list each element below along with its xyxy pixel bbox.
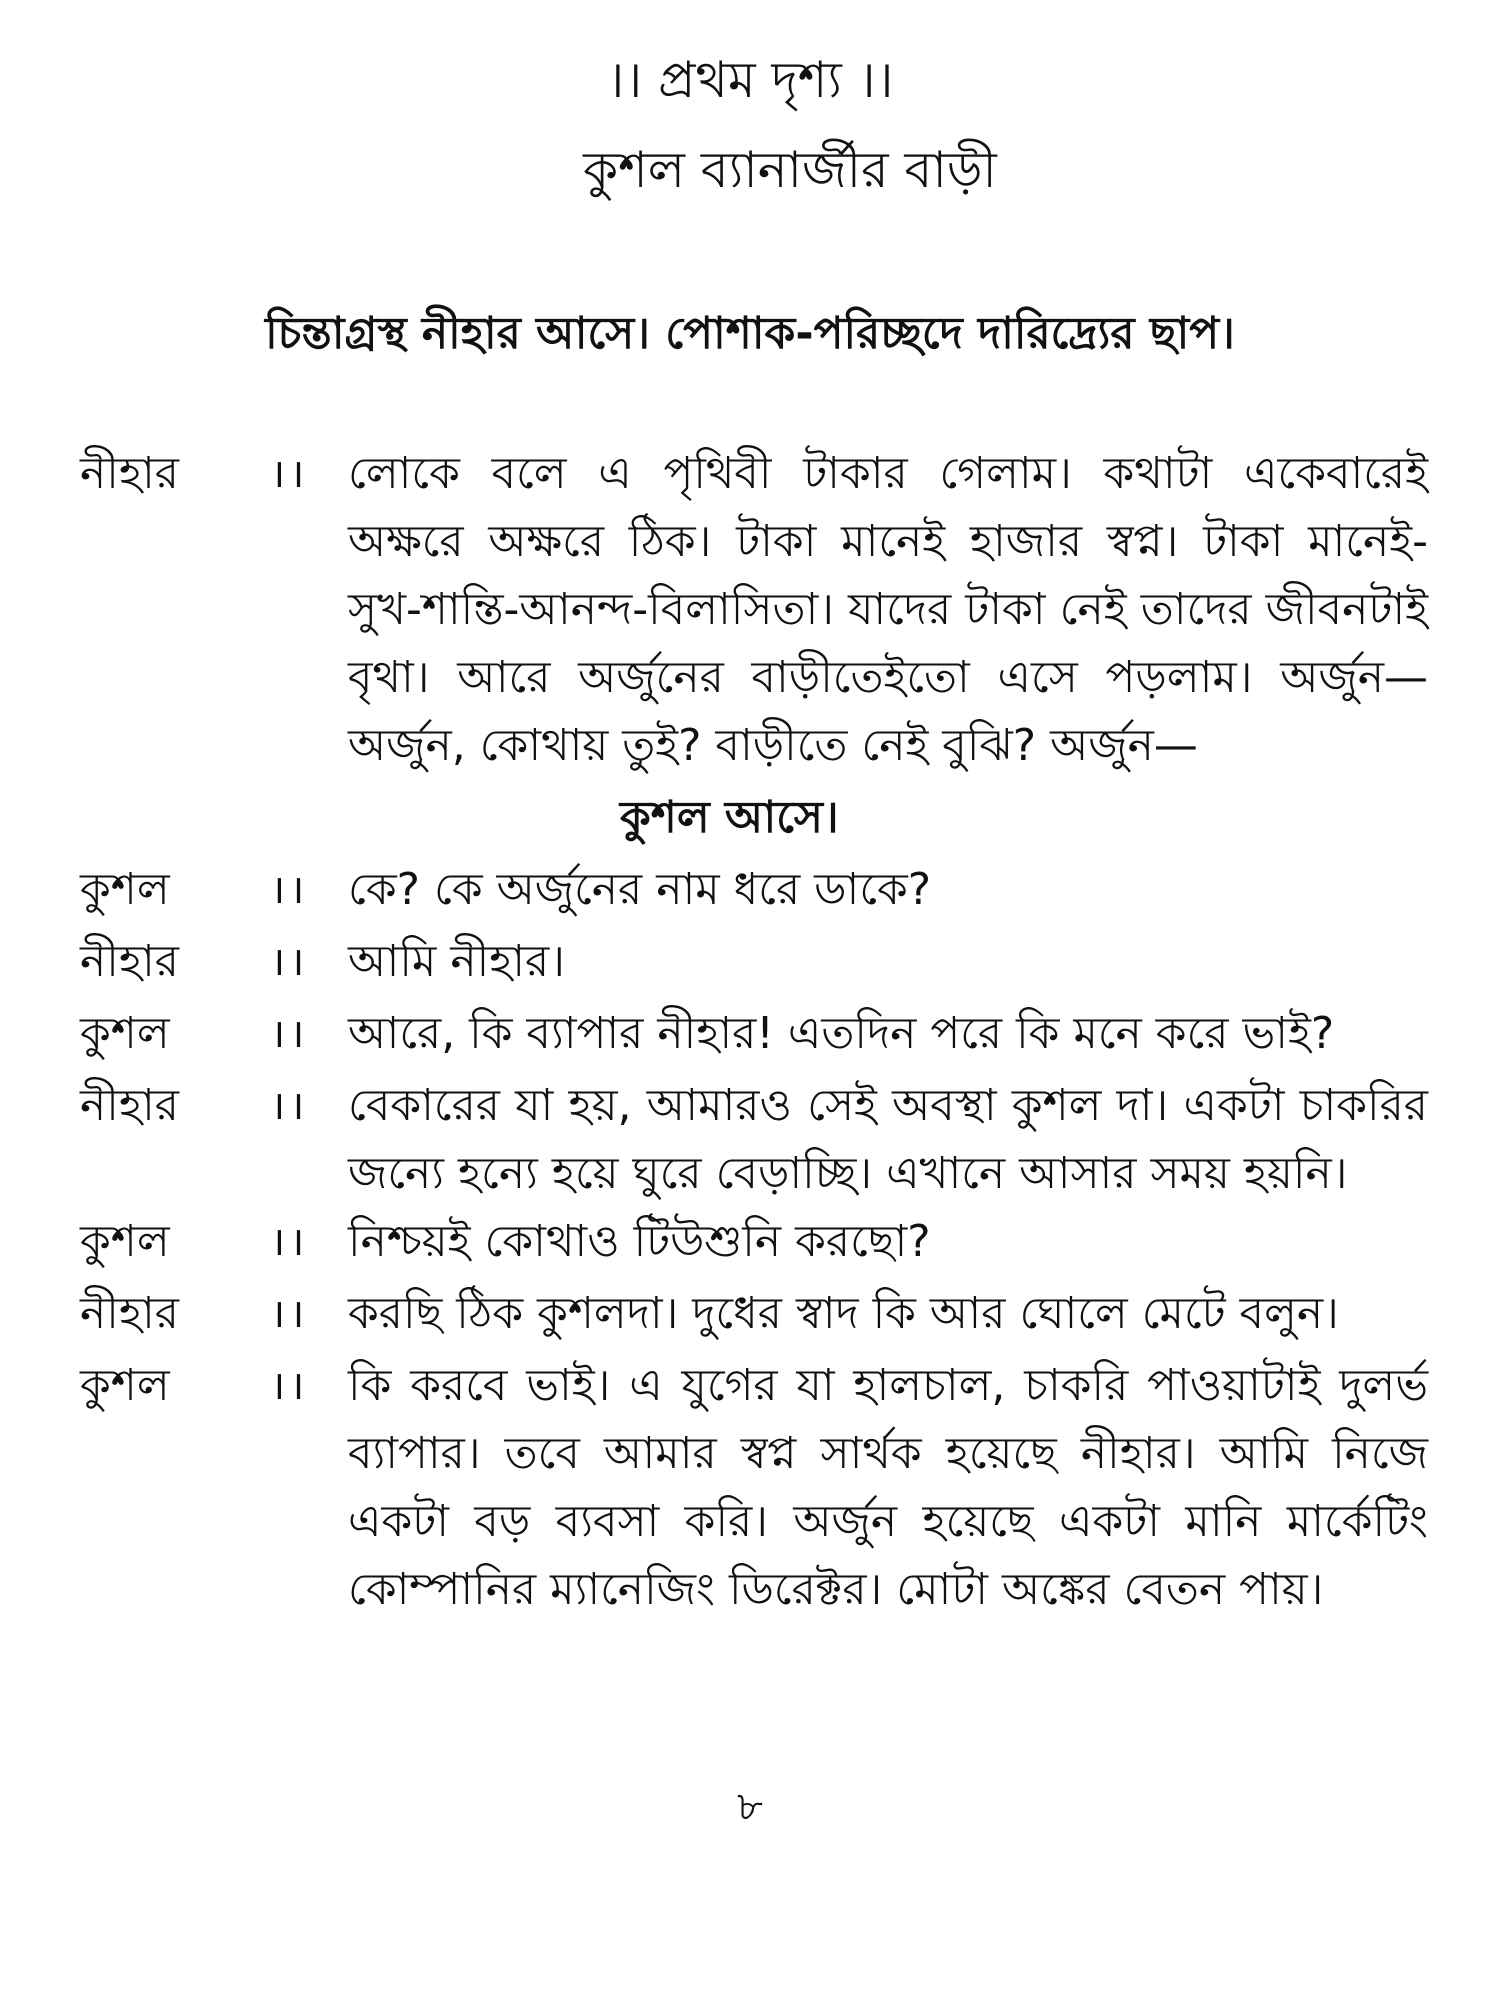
dialogue-text: করছি ঠিক কুশলদা। দুধের স্বাদ কি আর ঘোলে মেটে বলুন। [348, 1288, 1339, 1339]
dialogue-text: বেকারের যা হয়, আমারও সেই অবস্থা কুশল দা। একটা চাকরির জন্যে হন্যে হয়ে ঘুরে বেড়াচ্ছি। এখানে আসার সময় হয়নি। [348, 1080, 1428, 1199]
speaker-separator: ।। [270, 1011, 309, 1057]
speaker-separator: ।। [270, 1083, 309, 1129]
speaker-name: কুশল [80, 1360, 170, 1411]
speaker-name: নীহার [80, 1080, 179, 1131]
scene-location: কুশল ব্যানার্জীর বাড়ী [583, 141, 997, 199]
speaker-name: নীহার [80, 448, 179, 499]
scene-title: ।। প্রথম দৃশ্য ।। [606, 51, 894, 109]
speaker-separator: ।। [270, 451, 309, 497]
dialogue-part-2 [80, 856, 1440, 1624]
dialogue-line [80, 1000, 1440, 1072]
speaker-separator: ।। [270, 939, 309, 985]
dialogue-text: নিশ্চয়ই কোথাও টিউশুনি করছো? [348, 1216, 931, 1267]
dialogue-text: আরে, কি ব্যাপার নীহার! এতদিন পরে কি মনে করে ভাই? [348, 1008, 1335, 1059]
speaker-name: কুশল [80, 1216, 170, 1267]
stage-direction: চিন্তাগ্রস্থ নীহার আসে। পোশাক-পরিচ্ছদে দারিদ্র্যের ছাপ। [265, 308, 1235, 359]
dialogue-part-1 [80, 440, 1440, 780]
speaker-name: কুশল [80, 864, 170, 915]
speaker-name: নীহার [80, 1288, 179, 1339]
dialogue-text: লোকে বলে এ পৃথিবী টাকার গেলাম। কথাটা একেবারেই অক্ষরে অক্ষরে ঠিক। টাকা মানেই হাজার স্বপ্ন। টাকা মানেই- সুখ-শান্তি-আনন্দ-বিলাসিতা। যাদের টাকা নেই তাদের জীবনটাই বৃথা। আরে অর্জুনের বাড়ীতেইতো এসে পড়লাম। অর্জুন—অর্জুন, কোথায় তুই? বাড়ীতে নেই বুঝি? অর্জুন— [348, 448, 1428, 771]
dialogue-line [80, 1072, 1440, 1208]
dialogue-line [80, 1280, 1440, 1352]
speaker-name: কুশল [80, 1008, 170, 1059]
dialogue-line [80, 928, 1440, 1000]
dialogue-text: আমি নীহার। [348, 936, 565, 987]
speaker-separator: ।। [270, 1219, 309, 1265]
dialogue-line [80, 1352, 1440, 1624]
speaker-separator: ।। [270, 1291, 309, 1337]
speaker-separator: ।। [270, 1363, 309, 1409]
page-number: ৮ [737, 1784, 763, 1830]
dialogue-line [80, 856, 1440, 928]
dialogue-block [80, 440, 1440, 1624]
speaker-name: নীহার [80, 936, 179, 987]
mid-stage-direction: কুশল আসে। [620, 792, 839, 843]
dialogue-line [80, 440, 1440, 780]
dialogue-text: কে? কে অর্জুনের নাম ধরে ডাকে? [348, 864, 932, 915]
dialogue-line [80, 1208, 1440, 1280]
dialogue-text: কি করবে ভাই। এ যুগের যা হালচাল, চাকরি পাওয়াটাই দুলর্ভ ব্যাপার। তবে আমার স্বপ্ন সার্থক হয়েছে নীহার। আমি নিজে একটা বড় ব্যবসা করি। অর্জুন হয়েছে একটা মানি মার্কেটিং কোম্পানির ম্যানেজিং ডিরেক্টর। মোটা অঙ্কের বেতন পায়। [348, 1360, 1428, 1615]
speaker-separator: ।। [270, 867, 309, 913]
